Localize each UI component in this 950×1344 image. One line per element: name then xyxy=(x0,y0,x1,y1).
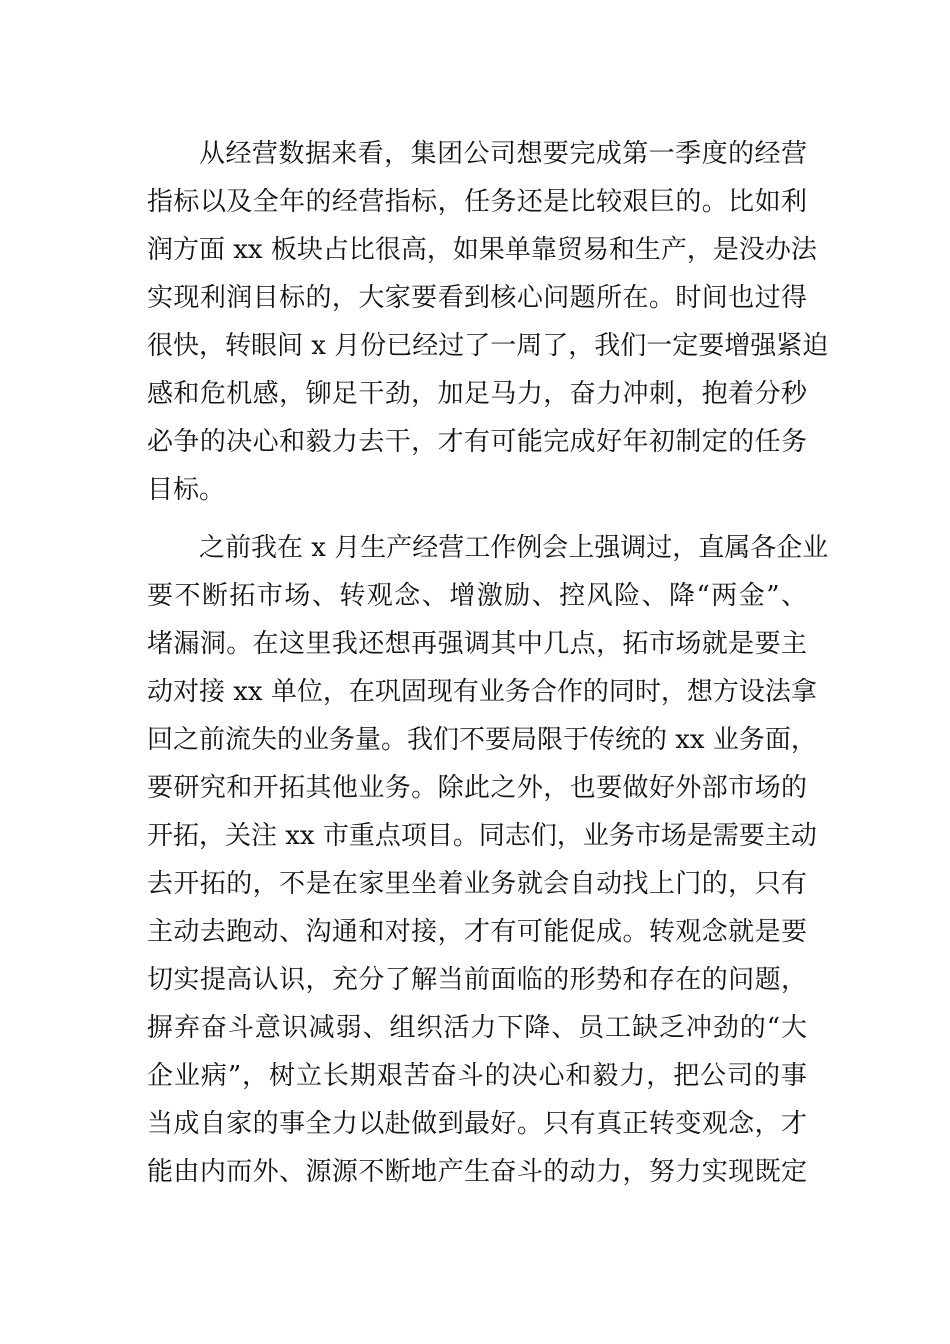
paragraph-2-line-6: 要研究和开拓其他业务。除此之外，也要做好外部市场的 xyxy=(147,773,807,803)
paragraph-1-line-6: 感和危机感，铆足干劲，加足马力，奋力冲刺，抱着分秒 xyxy=(147,379,807,409)
paragraph-2-line-14: 能由内而外、源源不断地产生奋斗的动力，努力实现既定 xyxy=(147,1157,807,1187)
paragraph-1-line-1: 从经营数据来看，集团公司想要完成第一季度的经营 xyxy=(199,139,807,169)
paragraph-1-line-8: 目标。 xyxy=(147,475,226,505)
paragraph-1-line-7: 必争的决心和毅力去干，才有可能完成好年初制定的任务 xyxy=(147,427,807,457)
paragraph-1-line-3: 润方面 xx 板块占比很高，如果单靠贸易和生产，是没办法 xyxy=(147,235,817,265)
paragraph-2-line-5: 回之前流失的业务量。我们不要局限于传统的 xx 业务面， xyxy=(147,725,817,755)
paragraph-2-line-7: 开拓，关注 xx 市重点项目。同志们，业务市场是需要主动 xyxy=(147,821,817,851)
paragraph-2-line-12: 企业病”，树立长期艰苦奋斗的决心和毅力，把公司的事 xyxy=(147,1061,807,1091)
paragraph-2-line-4: 动对接 xx 单位，在巩固现有业务合作的同时，想方设法拿 xyxy=(147,677,817,707)
paragraph-2-line-1: 之前我在 x 月生产经营工作例会上强调过，直属各企业 xyxy=(199,533,829,563)
paragraph-1-line-4: 实现利润目标的，大家要看到核心问题所在。时间也过得 xyxy=(147,283,807,313)
paragraph-2-line-13: 当成自家的事全力以赴做到最好。只有真正转变观念，才 xyxy=(147,1109,807,1139)
paragraph-1-line-5: 很快，转眼间 x 月份已经过了一周了，我们一定要增强紧迫 xyxy=(147,331,829,361)
paragraph-2-line-9: 主动去跑动、沟通和对接，才有可能促成。转观念就是要 xyxy=(147,917,807,947)
paragraph-1-line-2: 指标以及全年的经营指标，任务还是比较艰巨的。比如利 xyxy=(147,187,807,217)
paragraph-2-line-2: 要不断拓市场、转观念、增激励、控风险、降“两金”、 xyxy=(147,581,807,611)
body-text xyxy=(147,0,829,1344)
paragraph-2-line-10: 切实提高认识，充分了解当前面临的形势和存在的问题， xyxy=(147,965,807,995)
paragraph-2-line-8: 去开拓的，不是在家里坐着业务就会自动找上门的，只有 xyxy=(147,869,807,899)
paragraph-2-line-3: 堵漏洞。在这里我还想再强调其中几点，拓市场就是要主 xyxy=(147,629,807,659)
paragraph-2-line-11: 摒弃奋斗意识减弱、组织活力下降、员工缺乏冲劲的“大 xyxy=(147,1013,807,1043)
